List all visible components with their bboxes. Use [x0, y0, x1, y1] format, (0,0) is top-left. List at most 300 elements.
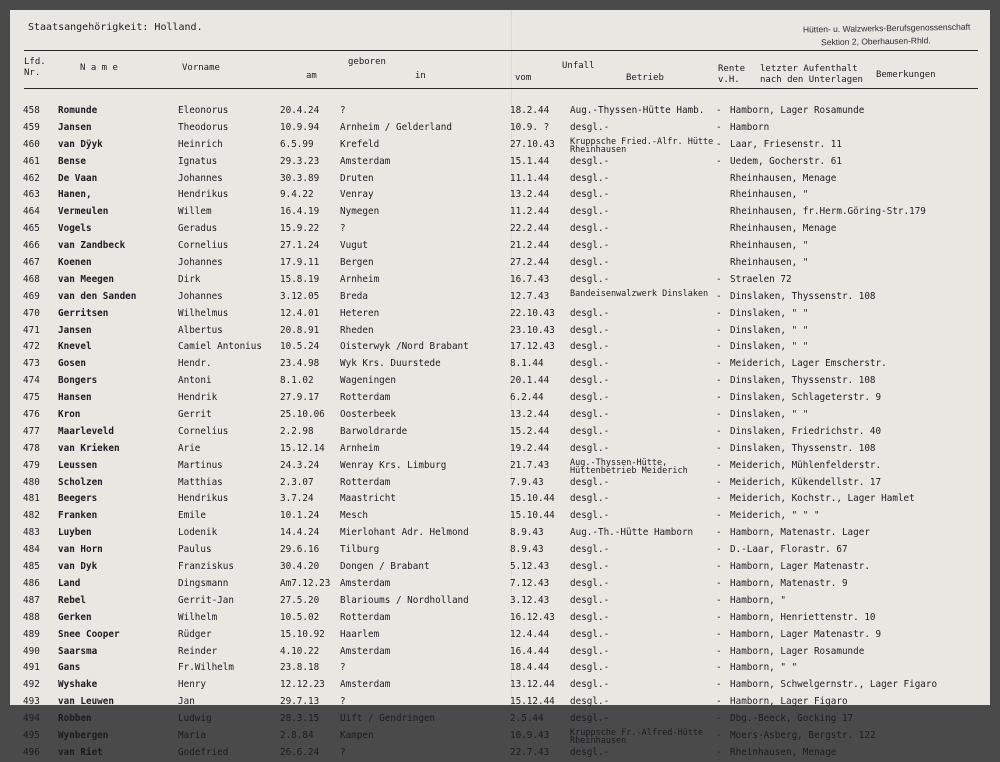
- record-firstname: Reinder: [178, 645, 218, 657]
- record-accident-company: desgl.-: [570, 206, 610, 218]
- record-firstname: Hendr.: [178, 358, 212, 370]
- record-surname: Snee Cooper: [58, 628, 120, 640]
- record-surname: Gosen: [58, 358, 86, 370]
- record-accident-company: Bandeisenwalzwerk Dinslaken: [570, 288, 709, 299]
- record-accident-company: desgl.-: [570, 341, 610, 353]
- record-accident-company: desgl.-: [570, 223, 610, 235]
- record-accident-company: desgl.-: [570, 240, 610, 252]
- record-pension: -: [716, 713, 722, 725]
- record-birth-place: Kampen: [340, 729, 374, 741]
- table-row: [10, 441, 990, 458]
- record-accident-date: 8.1.44: [510, 358, 544, 370]
- record-firstname: Wilhelm: [178, 611, 218, 623]
- record-pension: -: [716, 594, 722, 606]
- record-number: 460: [23, 138, 40, 150]
- record-pension: -: [716, 662, 722, 674]
- record-surname: Bense: [58, 155, 86, 167]
- record-pension: -: [716, 375, 722, 387]
- record-birth-place: Vugut: [340, 240, 368, 252]
- record-accident-date: 27.10.43: [510, 138, 555, 150]
- record-pension: -: [716, 138, 722, 150]
- col-first: Vorname: [182, 63, 220, 73]
- table-row: [10, 323, 990, 340]
- record-accident-date: 7.9.43: [510, 476, 544, 488]
- record-surname: van den Sanden: [58, 290, 137, 302]
- record-accident-company: desgl.-: [570, 189, 610, 201]
- record-birth-date: 30.3.89: [280, 172, 320, 184]
- record-accident-company: desgl.-: [570, 425, 610, 437]
- record-last-residence: Dinslaken, " ": [730, 307, 809, 319]
- record-birth-date: 3.12.05: [280, 290, 320, 302]
- record-birth-date: 2.2.98: [280, 425, 314, 437]
- record-firstname: Godefried: [178, 746, 229, 758]
- record-accident-company: desgl.-: [570, 324, 610, 336]
- record-firstname: Franziskus: [178, 561, 234, 573]
- record-number: 473: [23, 358, 40, 370]
- record-number: 466: [23, 240, 40, 252]
- record-accident-company: Aug.-Thyssen-Hütte, Hüttenbetrieb Meiderich: [570, 457, 688, 477]
- record-birth-place: Heteren: [340, 307, 380, 319]
- record-number: 461: [23, 155, 40, 167]
- record-accident-date: 16.12.43: [510, 611, 555, 623]
- record-accident-company: desgl.-: [570, 493, 610, 505]
- table-row: [10, 458, 990, 475]
- record-accident-date: 15.10.44: [510, 510, 555, 522]
- record-last-residence: Dinslaken, Thyssenstr. 108: [730, 375, 876, 387]
- record-birth-place: Druten: [340, 172, 374, 184]
- table-row: [10, 407, 990, 424]
- record-surname: Franken: [58, 510, 98, 522]
- record-birth-date: 9.4.22: [280, 189, 314, 201]
- record-firstname: Albertus: [178, 324, 223, 336]
- record-firstname: Jan: [178, 696, 195, 708]
- record-accident-company: desgl.-: [570, 577, 610, 589]
- table-row: [10, 745, 990, 762]
- record-last-residence: Meiderich, Kochstr., Lager Hamlet: [730, 493, 915, 505]
- record-accident-company: desgl.-: [570, 662, 610, 674]
- table-row: [10, 238, 990, 255]
- record-firstname: Cornelius: [178, 425, 229, 437]
- record-birth-place: Oosterbeek: [340, 409, 396, 421]
- table-row: [10, 187, 990, 204]
- record-last-residence: Hamborn, Lager Matenastr. 9: [730, 628, 882, 640]
- record-number: 474: [23, 375, 40, 387]
- record-surname: van Krieken: [58, 442, 120, 454]
- record-accident-company: desgl.-: [570, 713, 610, 725]
- record-last-residence: Dinslaken, Schlageterstr. 9: [730, 392, 882, 404]
- record-surname: Gans: [58, 662, 81, 674]
- record-number: 485: [23, 561, 40, 573]
- table-row: [10, 289, 990, 306]
- table-row: [10, 137, 990, 154]
- record-birth-place: Rotterdam: [340, 392, 391, 404]
- table-row: [10, 171, 990, 188]
- record-firstname: Gerrit-Jan: [178, 594, 234, 606]
- record-accident-company: desgl.-: [570, 696, 610, 708]
- record-last-residence: Rheinhausen, Menage: [730, 746, 837, 758]
- record-last-residence: Dinslaken, " ": [730, 409, 809, 421]
- record-birth-date: 27.5.20: [280, 594, 320, 606]
- record-accident-company: Kruppsche Fr.-Alfred-Hütte Rheinhausen: [570, 727, 704, 747]
- table-row: [10, 559, 990, 576]
- record-firstname: Fr.Wilhelm: [178, 662, 234, 674]
- record-number: 463: [23, 189, 40, 201]
- company-stamp: [803, 20, 978, 49]
- table-row: [10, 424, 990, 441]
- table-row: [10, 627, 990, 644]
- record-surname: Maarleveld: [58, 425, 114, 437]
- record-number: 458: [23, 105, 40, 116]
- record-firstname: Theodorus: [178, 121, 229, 133]
- record-pension: -: [716, 493, 722, 505]
- record-accident-company: Kruppsche Fried.-Alfr. Hütte Rheinhausen: [570, 136, 714, 156]
- record-birth-date: 15.9.22: [280, 223, 320, 235]
- record-last-residence: D.-Laar, Florastr. 67: [730, 544, 848, 556]
- record-last-residence: Laar, Friesenstr. 11: [730, 138, 842, 150]
- record-surname: Kron: [58, 409, 81, 421]
- record-accident-company: desgl.-: [570, 510, 610, 522]
- record-pension: -: [716, 611, 722, 623]
- col-accident: Unfall: [562, 61, 595, 71]
- record-last-residence: Dinslaken, Friedrichstr. 40: [730, 425, 882, 437]
- record-accident-date: 19.2.44: [510, 442, 550, 454]
- record-number: 479: [23, 459, 40, 471]
- record-birth-place: Mesch: [340, 510, 368, 522]
- record-number: 476: [23, 409, 40, 421]
- record-surname: Knevel: [58, 341, 92, 353]
- record-number: 480: [23, 476, 40, 488]
- col-pension-1: Rente: [718, 64, 746, 74]
- record-firstname: Lodenik: [178, 527, 218, 539]
- record-birth-place: Haarlem: [340, 628, 380, 640]
- record-birth-date: 20.4.24: [280, 105, 320, 116]
- record-birth-place: Blarioums / Nordholland: [340, 594, 469, 606]
- record-birth-date: 15.12.14: [280, 442, 325, 454]
- record-pension: -: [716, 459, 722, 471]
- record-accident-company: desgl.-: [570, 121, 610, 133]
- record-last-residence: Rheinhausen, Menage: [730, 223, 837, 235]
- record-accident-date: 15.2.44: [510, 425, 550, 437]
- records-table: [10, 103, 990, 762]
- record-accident-date: 22.10.43: [510, 307, 555, 319]
- record-accident-company: desgl.-: [570, 375, 610, 387]
- record-last-residence: Hamborn, Lager Rosamunde: [730, 645, 865, 657]
- record-surname: Gerritsen: [58, 307, 109, 319]
- col-accident-date: vom: [515, 73, 532, 83]
- record-last-residence: Hamborn, Lager Figaro: [730, 696, 848, 708]
- record-number: 484: [23, 544, 40, 556]
- record-accident-company: desgl.-: [570, 172, 610, 184]
- record-accident-company: desgl.-: [570, 594, 610, 606]
- record-last-residence: Hamborn, ": [730, 594, 786, 606]
- record-birth-date: 25.10.06: [280, 409, 325, 421]
- record-accident-company: desgl.-: [570, 544, 610, 556]
- record-accident-date: 5.12.43: [510, 561, 550, 573]
- record-pension: -: [716, 679, 722, 691]
- record-accident-company: desgl.-: [570, 611, 610, 623]
- record-surname: Rebel: [58, 594, 86, 606]
- record-birth-place: Maastricht: [340, 493, 396, 505]
- record-birth-place: Barwoldrarde: [340, 425, 408, 437]
- record-pension: -: [716, 577, 722, 589]
- col-accident-company: Betrieb: [626, 73, 664, 83]
- record-accident-date: 12.7.43: [510, 290, 550, 302]
- record-accident-date: 17.12.43: [510, 341, 555, 353]
- record-number: 467: [23, 257, 40, 269]
- record-accident-date: 16.7.43: [510, 273, 550, 285]
- record-accident-company: desgl.-: [570, 155, 610, 167]
- record-firstname: Camiel Antonius: [178, 341, 262, 353]
- record-last-residence: Dinslaken, Thyssenstr. 108: [730, 442, 876, 454]
- record-last-residence: Hamborn: [730, 121, 770, 133]
- record-accident-company: desgl.-: [570, 392, 610, 404]
- record-pension: -: [716, 392, 722, 404]
- record-number: 495: [23, 729, 40, 741]
- record-birth-date: 16.4.19: [280, 206, 320, 218]
- record-firstname: Dingsmann: [178, 577, 229, 589]
- record-firstname: Maria: [178, 729, 206, 741]
- record-birth-date: 10.5.02: [280, 611, 320, 623]
- record-pension: -: [716, 561, 722, 573]
- record-birth-date: 26.6.24: [280, 746, 320, 758]
- record-surname: Scholzen: [58, 476, 103, 488]
- record-birth-date: 29.6.16: [280, 544, 320, 556]
- company-stamp-line2: Sektion 2, Oberhausen-Rhld.: [821, 35, 931, 48]
- record-firstname: Johannes: [178, 290, 223, 302]
- record-accident-company: desgl.-: [570, 358, 610, 370]
- document-sheet: [10, 10, 990, 758]
- record-last-residence: Dbg.-Beeck, Gocking 17: [730, 713, 854, 725]
- record-firstname: Hendrikus: [178, 189, 229, 201]
- record-last-residence: Hamborn, Lager Matenastr.: [730, 561, 870, 573]
- record-pension: -: [716, 341, 722, 353]
- table-row: [10, 390, 990, 407]
- table-row: [10, 120, 990, 137]
- header-bottom-rule: [24, 88, 978, 89]
- record-birth-date: 4.10.22: [280, 645, 320, 657]
- record-surname: van Horn: [58, 544, 103, 556]
- record-birth-date: 27.1.24: [280, 240, 320, 252]
- header-top-rule: [24, 50, 978, 51]
- record-accident-date: 3.12.43: [510, 594, 550, 606]
- record-last-residence: Dinslaken, " ": [730, 341, 809, 353]
- record-surname: Wynbergen: [58, 729, 109, 741]
- record-pension: -: [716, 409, 722, 421]
- table-row: [10, 525, 990, 542]
- record-firstname: Emile: [178, 510, 206, 522]
- table-row: [10, 339, 990, 356]
- record-surname: De Vaan: [58, 172, 98, 184]
- col-last-stay-2: nach den Unterlagen: [760, 75, 863, 85]
- col-born-date: am: [306, 71, 317, 81]
- record-number: 493: [23, 696, 40, 708]
- record-surname: van Zandbeck: [58, 240, 126, 252]
- col-last-stay-1: letzter Aufenthalt: [760, 64, 858, 74]
- record-birth-place: Tilburg: [340, 544, 380, 556]
- record-birth-place: ?: [340, 223, 346, 235]
- record-birth-place: Mierlohant Adr. Helmond: [340, 527, 469, 539]
- record-surname: Jansen: [58, 121, 92, 133]
- record-firstname: Willem: [178, 206, 212, 218]
- record-accident-date: 22.2.44: [510, 223, 550, 235]
- record-number: 478: [23, 442, 40, 454]
- record-birth-place: Rotterdam: [340, 476, 391, 488]
- record-birth-date: 29.3.23: [280, 155, 320, 167]
- record-surname: Leussen: [58, 459, 98, 471]
- record-pension: -: [716, 324, 722, 336]
- record-birth-date: 3.7.24: [280, 493, 314, 505]
- record-number: 494: [23, 713, 40, 725]
- table-row: [10, 306, 990, 323]
- record-accident-company: desgl.-: [570, 679, 610, 691]
- record-pension: -: [716, 358, 722, 370]
- record-number: 464: [23, 206, 40, 218]
- record-birth-place: Venray: [340, 189, 374, 201]
- record-birth-place: Wageningen: [340, 375, 396, 387]
- record-accident-date: 8.9.43: [510, 544, 544, 556]
- record-last-residence: Moers-Asberg, Bergstr. 122: [730, 729, 876, 741]
- record-number: 492: [23, 679, 40, 691]
- record-last-residence: Meiderich, Mühlenfelderstr.: [730, 459, 882, 471]
- record-birth-place: Wyk Krs. Duurstede: [340, 358, 441, 370]
- record-number: 483: [23, 527, 40, 539]
- company-stamp-line1: Hütten- u. Walzwerks-Berufsgenossenschaft: [802, 21, 971, 35]
- record-firstname: Heinrich: [178, 138, 223, 150]
- record-birth-place: Arnheim: [340, 442, 380, 454]
- record-accident-date: 20.1.44: [510, 375, 550, 387]
- record-birth-date: 27.9.17: [280, 392, 320, 404]
- record-birth-date: 24.3.24: [280, 459, 320, 471]
- record-birth-place: ?: [340, 696, 346, 708]
- record-birth-place: Rheden: [340, 324, 374, 336]
- record-surname: Beegers: [58, 493, 98, 505]
- record-number: 459: [23, 121, 40, 133]
- record-number: 481: [23, 493, 40, 505]
- table-row: [10, 711, 990, 728]
- record-accident-date: 27.2.44: [510, 257, 550, 269]
- record-last-residence: Meiderich, Lager Emscherstr.: [730, 358, 887, 370]
- record-birth-place: Wenray Krs. Limburg: [340, 459, 447, 471]
- table-row: [10, 255, 990, 272]
- table-row: [10, 576, 990, 593]
- record-birth-date: 2.3.07: [280, 476, 314, 488]
- record-accident-company: desgl.-: [570, 409, 610, 421]
- record-firstname: Dirk: [178, 273, 201, 285]
- record-birth-date: 17.9.11: [280, 257, 320, 269]
- record-number: 482: [23, 510, 40, 522]
- record-firstname: Henry: [178, 679, 206, 691]
- record-accident-date: 7.12.43: [510, 577, 550, 589]
- record-accident-date: 21.2.44: [510, 240, 550, 252]
- record-last-residence: Hamborn, Matenastr. 9: [730, 577, 848, 589]
- record-surname: Vermeulen: [58, 206, 109, 218]
- record-accident-company: desgl.-: [570, 561, 610, 573]
- table-row: [10, 373, 990, 390]
- record-accident-company: desgl.-: [570, 746, 610, 758]
- record-birth-date: 6.5.99: [280, 138, 314, 150]
- table-row: [10, 677, 990, 694]
- table-row: [10, 508, 990, 525]
- record-birth-date: 2.8.84: [280, 729, 314, 741]
- record-firstname: Gerrit: [178, 409, 212, 421]
- record-pension: -: [716, 696, 722, 708]
- col-name: N a m e: [80, 63, 118, 73]
- record-surname: Gerken: [58, 611, 92, 623]
- record-pension: -: [716, 510, 722, 522]
- record-pension: -: [716, 425, 722, 437]
- record-pension: -: [716, 105, 722, 116]
- record-birth-date: 28.3.15: [280, 713, 320, 725]
- record-last-residence: Hamborn, Henriettenstr. 10: [730, 611, 876, 623]
- record-surname: Jansen: [58, 324, 92, 336]
- record-birth-place: ?: [340, 105, 346, 116]
- record-number: 475: [23, 392, 40, 404]
- col-remarks: Bemerkungen: [876, 70, 936, 80]
- record-birth-place: Oisterwyk /Nord Brabant: [340, 341, 469, 353]
- table-row: [10, 103, 990, 120]
- record-accident-company: Aug.-Thyssen-Hütte Hamb.: [570, 105, 705, 116]
- record-firstname: Wilhelmus: [178, 307, 229, 319]
- record-firstname: Johannes: [178, 172, 223, 184]
- record-birth-place: Breda: [340, 290, 368, 302]
- record-accident-company: desgl.-: [570, 645, 610, 657]
- record-accident-date: 16.4.44: [510, 645, 550, 657]
- record-birth-place: Arnheim / Gelderland: [340, 121, 452, 133]
- record-accident-company: desgl.-: [570, 273, 610, 285]
- record-number: 470: [23, 307, 40, 319]
- record-surname: Hanen,: [58, 189, 92, 201]
- record-number: 477: [23, 425, 40, 437]
- record-surname: Hansen: [58, 392, 92, 404]
- record-surname: van Dyk: [58, 561, 98, 573]
- record-birth-date: 20.8.91: [280, 324, 320, 336]
- record-last-residence: Hamborn, Matenastr. Lager: [730, 527, 870, 539]
- record-pension: -: [716, 290, 722, 302]
- record-birth-date: 12.4.01: [280, 307, 320, 319]
- record-accident-date: 8.9.43: [510, 527, 544, 539]
- col-nr-2: Nr.: [24, 68, 41, 78]
- record-surname: Luyben: [58, 527, 92, 539]
- record-surname: van Riet: [58, 746, 103, 758]
- record-birth-place: Nymegen: [340, 206, 380, 218]
- record-birth-place: Uift / Gendringen: [340, 713, 436, 725]
- record-last-residence: Rheinhausen, ": [730, 189, 809, 201]
- record-accident-date: 10.9.43: [510, 729, 550, 741]
- record-birth-date: 10.9.94: [280, 121, 320, 133]
- record-number: 489: [23, 628, 40, 640]
- table-row: [10, 660, 990, 677]
- record-accident-company: desgl.-: [570, 476, 610, 488]
- record-accident-company: desgl.-: [570, 442, 610, 454]
- nationality-heading: Staatsangehörigkeit: Holland.: [28, 22, 203, 33]
- record-last-residence: Dinslaken, Thyssenstr. 108: [730, 290, 876, 302]
- table-row: [10, 356, 990, 373]
- record-accident-date: 10.9. ?: [510, 121, 550, 133]
- record-number: 468: [23, 273, 40, 285]
- record-accident-company: desgl.-: [570, 307, 610, 319]
- record-accident-date: 13.2.44: [510, 409, 550, 421]
- record-birth-date: 30.4.20: [280, 561, 320, 573]
- record-pension: -: [716, 307, 722, 319]
- record-firstname: Matthias: [178, 476, 223, 488]
- record-surname: Vogels: [58, 223, 92, 235]
- record-birth-place: Dongen / Brabant: [340, 561, 430, 573]
- record-firstname: Eleonorus: [178, 105, 229, 116]
- record-pension: -: [716, 645, 722, 657]
- record-number: 486: [23, 577, 40, 589]
- record-accident-date: 13.12.44: [510, 679, 555, 691]
- record-birth-place: Bergen: [340, 257, 374, 269]
